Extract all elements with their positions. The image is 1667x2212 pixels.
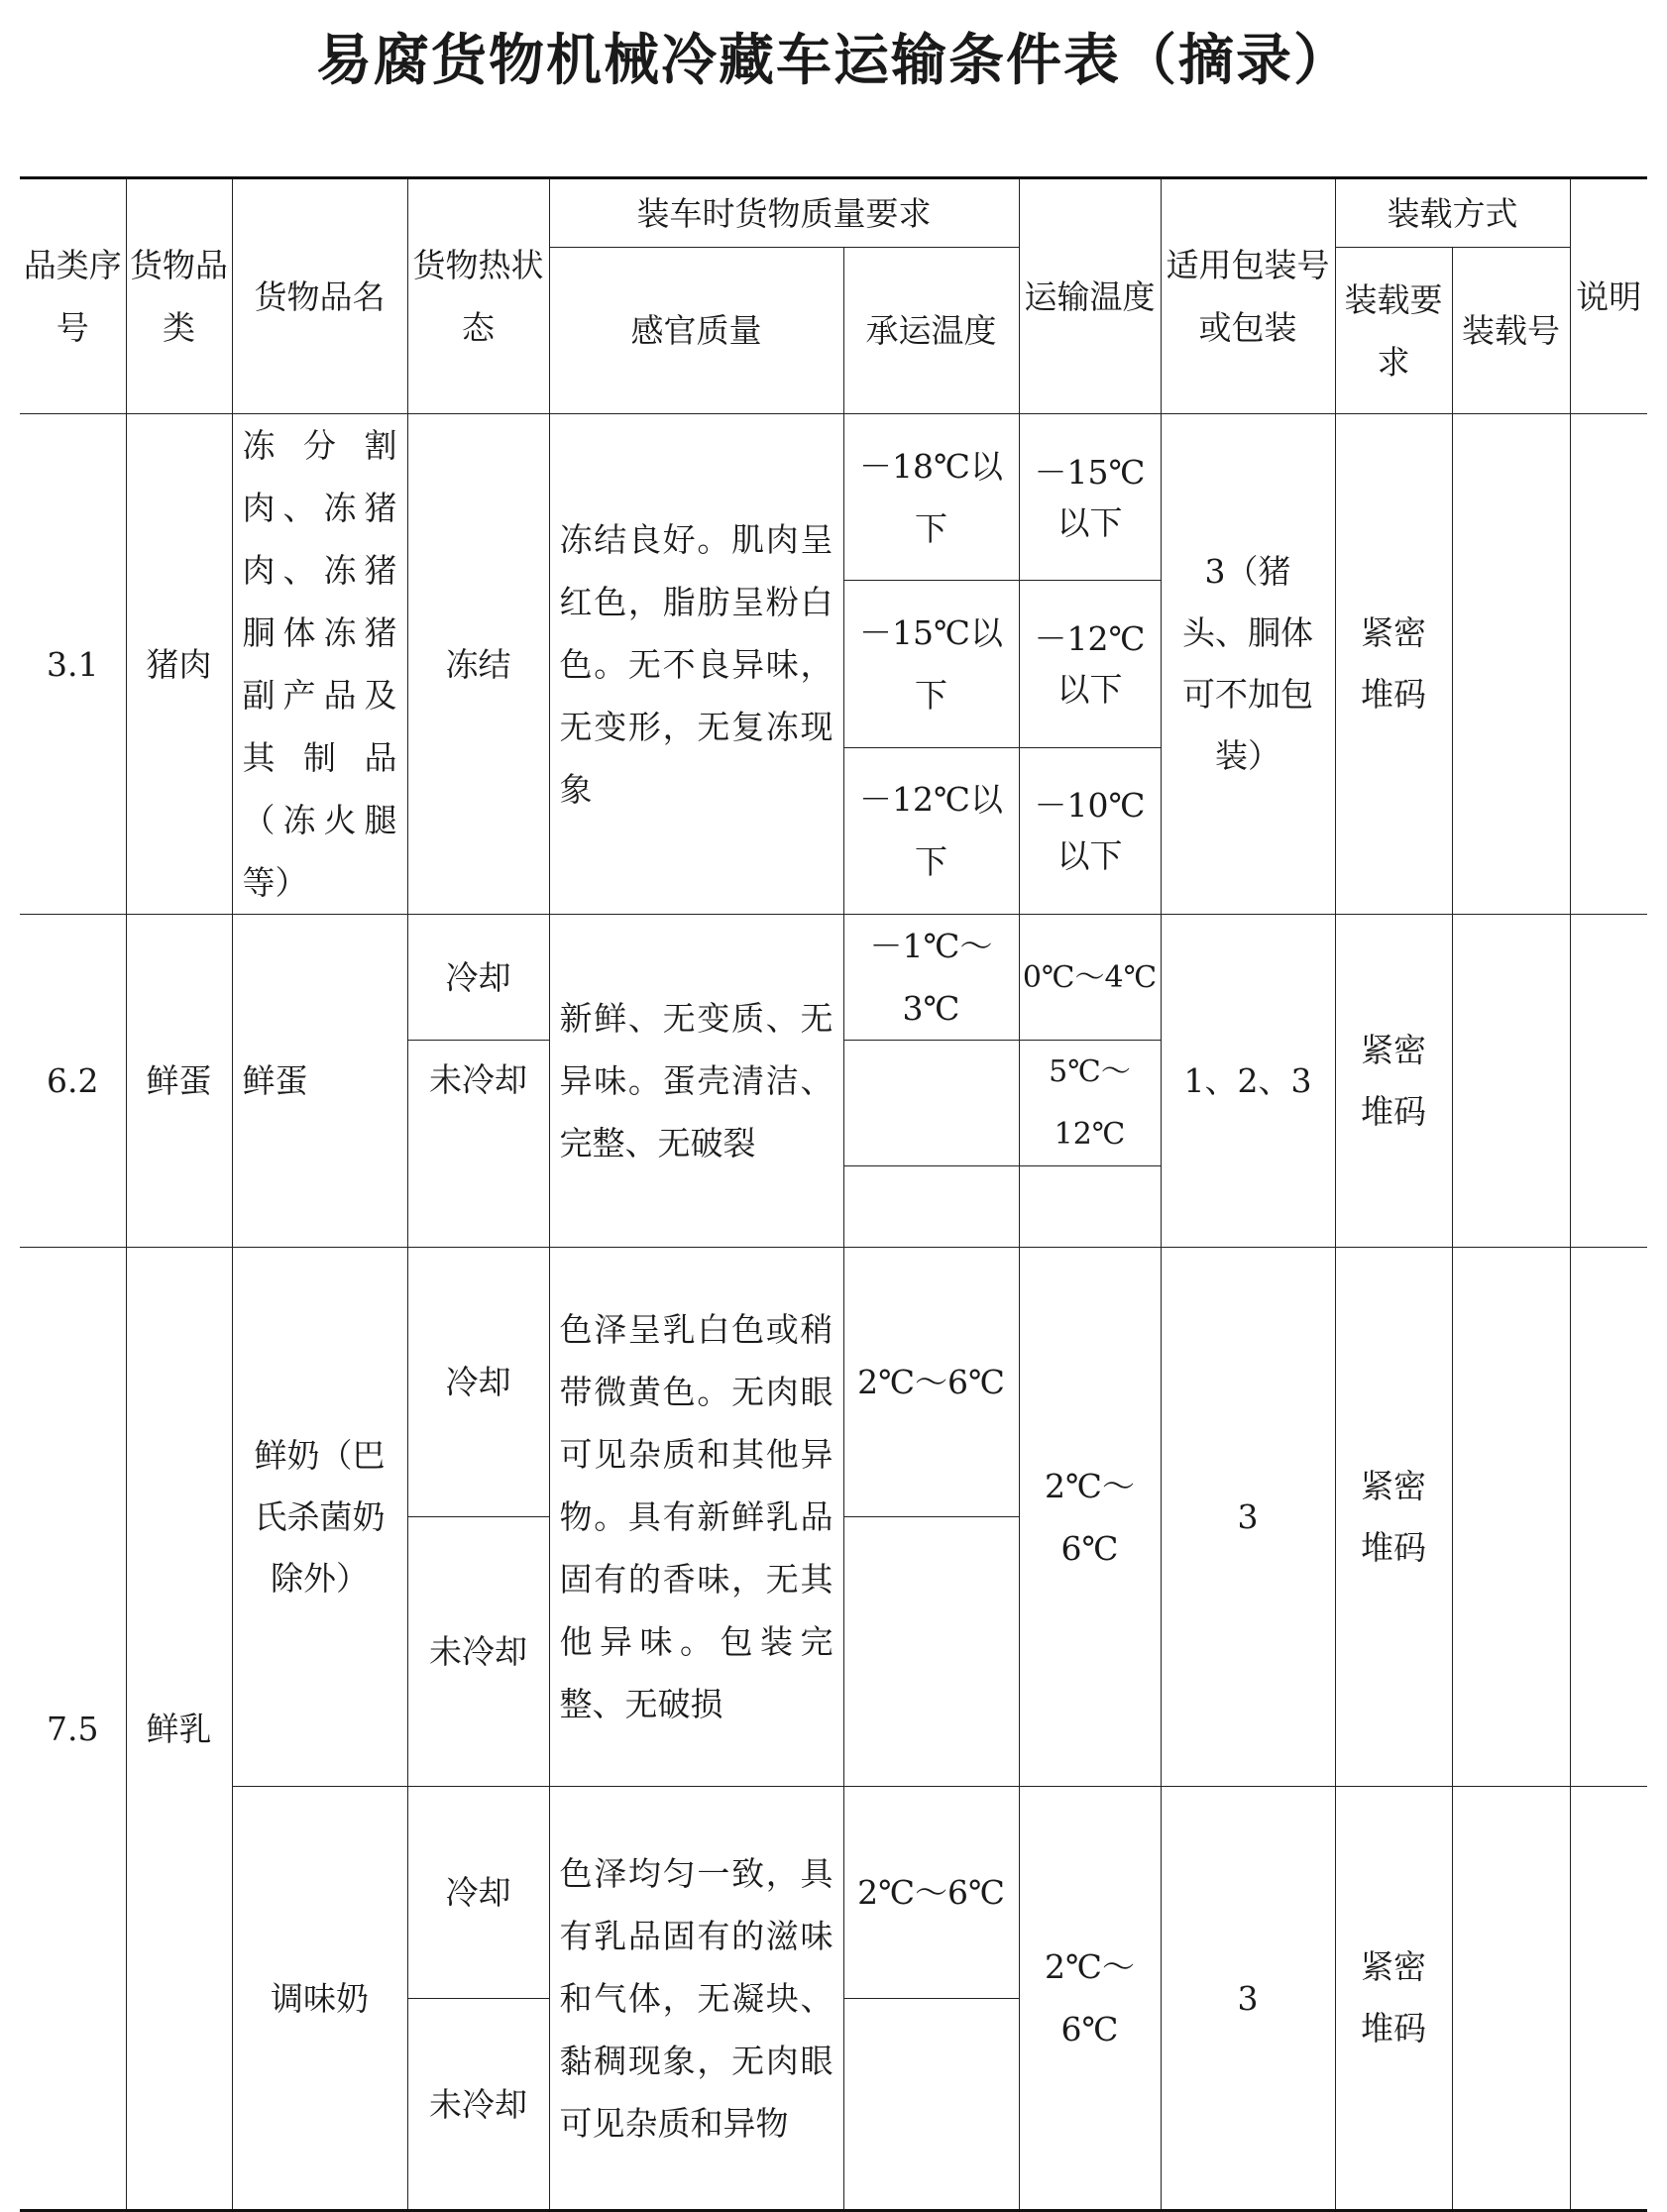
header-transport-temp: 运输温度	[1019, 178, 1161, 414]
transport-temp-text: －10℃以下	[1034, 786, 1146, 876]
flavored-milk-thermal-state: 未冷却	[407, 1999, 549, 2211]
pork-packaging	[1161, 414, 1335, 915]
header-loading-req: 装载要求	[1335, 248, 1452, 414]
pork-remarks	[1570, 414, 1647, 915]
egg-transport-temp: 0℃～4℃	[1019, 915, 1161, 1041]
flavored-milk-transport-temp: 2℃～6℃	[1019, 1787, 1161, 2211]
egg-transport-temp: 5℃～12℃	[1019, 1041, 1161, 1166]
page-title: 易腐货物机械冷藏车运输条件表（摘录）	[316, 29, 1351, 93]
pork-carriage-temp: －12℃以下	[843, 747, 1019, 914]
header-carriage-temp: 承运温度	[843, 248, 1019, 414]
egg-carriage-temp	[843, 1041, 1019, 1166]
milk-thermal-state: 未冷却	[407, 1517, 549, 1787]
transport-conditions-table	[20, 176, 1647, 2212]
loading-req-text: 紧密堆码	[1361, 1030, 1426, 1131]
header-packaging: 适用包装号或包装	[1161, 178, 1335, 414]
milk-loading-no	[1452, 1248, 1570, 1787]
header-remarks: 说明	[1570, 178, 1647, 414]
header-cargo-category: 货物品类	[126, 178, 232, 414]
pork-loading-no	[1452, 414, 1570, 915]
pork-category-no: 3.1	[20, 414, 126, 915]
flavored-milk-cargo-name: 调味奶	[232, 1787, 407, 2211]
egg-sensory-quality: 新鲜、无变质、无异味。蛋壳清洁、完整、无破裂	[549, 915, 843, 1248]
flavored-milk-loading-no	[1452, 1787, 1570, 2211]
packaging-text: 3（猪头、胴体可不加包装）	[1182, 552, 1313, 775]
transport-temp-text: －12℃以下	[1034, 618, 1146, 709]
egg-category-no: 6.2	[20, 915, 126, 1248]
pork-carriage-temp: －18℃以下	[843, 414, 1019, 581]
header-sensory-quality: 感官质量	[549, 248, 843, 414]
milk-loading-req	[1335, 1248, 1452, 1787]
header-category-no: 品类序号	[20, 178, 126, 414]
loading-req-text: 紧密堆码	[1361, 613, 1426, 714]
pork-transport-temp	[1019, 414, 1161, 581]
cargo-name-text: 鲜奶（巴氏杀菌奶除外）	[254, 1435, 386, 1598]
flavored-milk-thermal-state: 冷却	[407, 1787, 549, 1999]
egg-thermal-state: 未冷却	[407, 1041, 549, 1248]
milk-sensory-quality: 色泽呈乳白色或稍带微黄色。无肉眼可见杂质和其他异物。具有新鲜乳品固有的香味，无其他异味。包装完整、无破损	[549, 1248, 843, 1787]
pork-transport-temp	[1019, 747, 1161, 914]
pork-category: 猪肉	[126, 414, 232, 915]
milk-carriage-temp: 2℃～6℃	[843, 1248, 1019, 1517]
flavored-milk-loading-req	[1335, 1787, 1452, 2211]
pork-cargo-name: 冻分割肉、冻猪肉、冻猪胴体冻猪副产品及其制品（冻火腿等）	[232, 414, 407, 915]
header-thermal-state: 货物热状态	[407, 178, 549, 414]
flavored-milk-sensory-quality: 色泽均匀一致，具有乳品固有的滋味和气体，无凝块、黏稠现象，无肉眼可见杂质和异物	[549, 1787, 843, 2211]
milk-thermal-state: 冷却	[407, 1248, 549, 1517]
egg-carriage-temp	[843, 1166, 1019, 1248]
milk-carriage-temp	[843, 1517, 1019, 1787]
header-loading-no: 装载号	[1452, 248, 1570, 414]
egg-loading-req	[1335, 915, 1452, 1248]
header-quality-group: 装车时货物质量要求	[549, 178, 1019, 248]
transport-temp-text: －15℃以下	[1034, 452, 1146, 542]
pork-carriage-temp: －15℃以下	[843, 581, 1019, 747]
egg-packaging: 1、2、3	[1161, 915, 1335, 1248]
pork-loading-req	[1335, 414, 1452, 915]
egg-remarks	[1570, 915, 1647, 1248]
egg-category: 鲜蛋	[126, 915, 232, 1248]
loading-req-text: 紧密堆码	[1361, 1947, 1426, 2047]
flavored-milk-packaging: 3	[1161, 1787, 1335, 2211]
milk-remarks	[1570, 1248, 1647, 1787]
header-loading-group: 装载方式	[1335, 178, 1570, 248]
milk-transport-temp: 2℃～6℃	[1019, 1248, 1161, 1787]
egg-transport-temp	[1019, 1166, 1161, 1248]
loading-req-text: 紧密堆码	[1361, 1466, 1426, 1567]
milk-packaging: 3	[1161, 1248, 1335, 1787]
milk-category: 鲜乳	[126, 1248, 232, 2211]
pork-sensory-quality: 冻结良好。肌肉呈红色，脂肪呈粉白色。无不良异味，无变形，无复冻现象	[549, 414, 843, 915]
egg-thermal-state: 冷却	[407, 915, 549, 1041]
egg-loading-no	[1452, 915, 1570, 1248]
pork-thermal-state: 冻结	[407, 414, 549, 915]
flavored-milk-remarks	[1570, 1787, 1647, 2211]
milk-category-no: 7.5	[20, 1248, 126, 2211]
milk-cargo-name	[232, 1248, 407, 1787]
flavored-milk-carriage-temp	[843, 1999, 1019, 2211]
header-cargo-name: 货物品名	[232, 178, 407, 414]
flavored-milk-carriage-temp: 2℃～6℃	[843, 1787, 1019, 1999]
pork-transport-temp	[1019, 581, 1161, 747]
egg-carriage-temp: －1℃～3℃	[843, 915, 1019, 1041]
egg-cargo-name: 鲜蛋	[232, 915, 407, 1248]
